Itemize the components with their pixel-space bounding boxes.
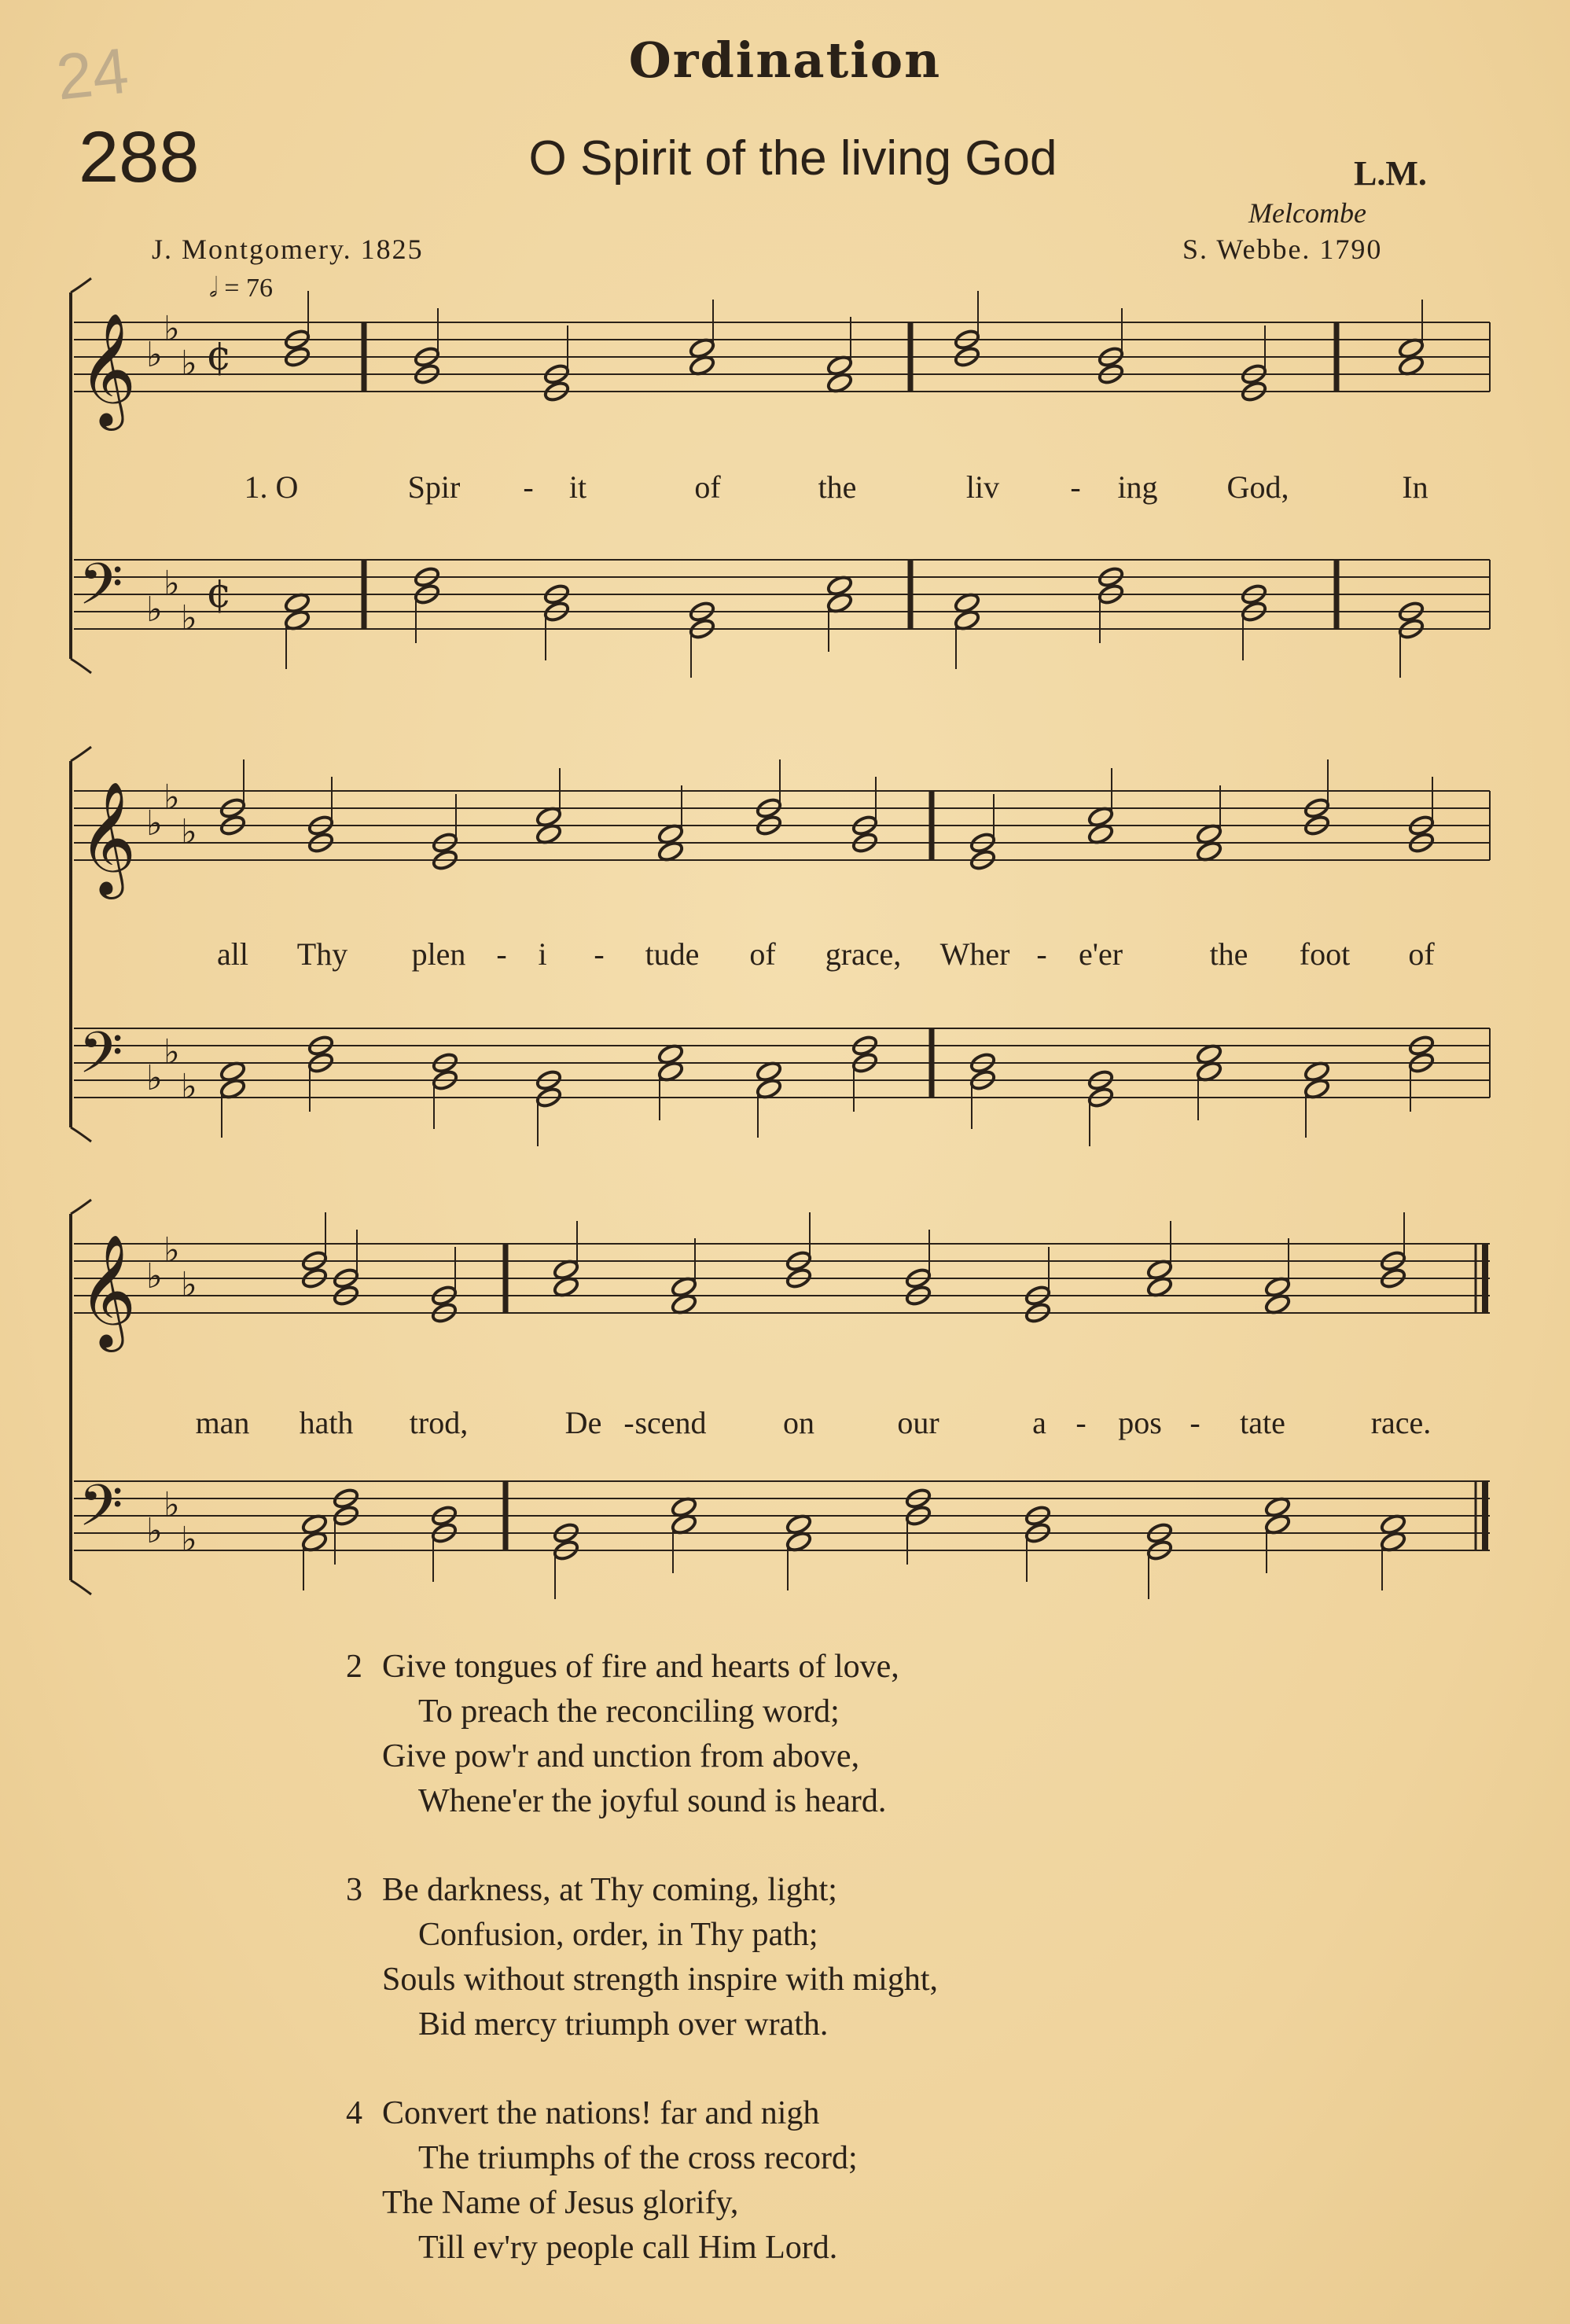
- flat-icon: ♭: [181, 1067, 197, 1107]
- bracket-bottom-hook: [71, 659, 91, 673]
- tempo-marking: 𝅗𝅥 = 76: [209, 274, 273, 303]
- flat-icon: ♭: [164, 1485, 180, 1525]
- lyric-syllable: plen: [411, 936, 466, 972]
- lyric-syllable: foot: [1299, 936, 1351, 972]
- lyric-syllable: -: [1070, 469, 1081, 505]
- verse-line: The triumphs of the cross record;: [418, 2140, 858, 2176]
- flat-icon: ♭: [146, 590, 163, 630]
- lyric-syllable: Wher: [939, 936, 1010, 972]
- lyric-syllable: grace,: [825, 936, 902, 972]
- verse-line: Souls without strength inspire with might,: [382, 1962, 939, 1998]
- lyric-syllable: e'er: [1078, 936, 1123, 972]
- lyric-syllable: man: [195, 1405, 250, 1440]
- bracket-bottom-hook: [71, 1127, 91, 1142]
- lyric-syllable: on: [783, 1405, 814, 1440]
- author-credit: J. Montgomery. 1825: [152, 234, 424, 265]
- verse-line: The Name of Jesus glorify,: [382, 2185, 739, 2221]
- pencil-annotation: 24: [53, 35, 132, 114]
- lyric-syllable: hath: [299, 1405, 354, 1440]
- verse: [346, 1645, 938, 1824]
- flat-icon: ♭: [164, 1032, 180, 1072]
- flat-icon: ♭: [164, 778, 180, 818]
- lyric-syllable: -: [1189, 1405, 1200, 1440]
- flat-icon: ♭: [146, 335, 163, 375]
- lyric-syllable: scend: [634, 1405, 707, 1440]
- meter-label: L.M.: [1354, 154, 1427, 193]
- bracket-bottom-hook: [71, 1580, 91, 1594]
- tune-name: Melcombe: [1248, 197, 1366, 229]
- lyric-syllable: Thy: [296, 936, 348, 972]
- lyric-syllable: Spir: [407, 469, 461, 505]
- lyric-syllable: trod,: [409, 1405, 469, 1440]
- bass-clef-icon: 𝄢: [79, 1472, 123, 1553]
- flat-icon: ♭: [146, 1511, 163, 1551]
- verse-number: 2: [346, 1649, 362, 1685]
- hymn-title: O Spirit of the living God: [528, 131, 1057, 186]
- section-title: Ordination: [628, 31, 942, 89]
- flat-icon: ♭: [181, 812, 197, 852]
- verse-number: 3: [346, 1872, 362, 1908]
- verse-line: Bid mercy triumph over wrath.: [418, 2006, 829, 2043]
- flat-icon: ♭: [181, 598, 197, 638]
- lyric-syllable: God,: [1226, 469, 1289, 505]
- lyric-syllable: -: [623, 1405, 634, 1440]
- lyric-syllable: -: [523, 469, 534, 505]
- lyric-syllable: tude: [645, 936, 700, 972]
- lyric-syllable: a: [1032, 1405, 1046, 1440]
- time-signature: ¢: [206, 570, 233, 617]
- lyric-syllable: all: [217, 936, 248, 972]
- verse-line: 4 Convert the nations! far and nigh: [346, 2091, 938, 2136]
- verse-line: Whene'er the joyful sound is heard.: [418, 1783, 887, 1819]
- verse-line: To preach the reconciling word;: [418, 1693, 840, 1730]
- flat-icon: ♭: [146, 803, 163, 844]
- verses-block: [346, 1645, 938, 2315]
- hymn-number: 288: [79, 117, 200, 197]
- lyric-syllable: of: [694, 469, 721, 505]
- verse-line: Confusion, order, in Thy path;: [418, 1917, 818, 1953]
- lyric-syllable: -: [496, 936, 507, 972]
- verse-line: 2 Give tongues of fire and hearts of love,: [346, 1645, 938, 1690]
- lyric-syllable: tate: [1240, 1405, 1285, 1440]
- flat-icon: ♭: [181, 1265, 197, 1305]
- composer-credit: S. Webbe. 1790: [1182, 234, 1383, 265]
- flat-icon: ♭: [181, 1520, 197, 1560]
- flat-icon: ♭: [164, 564, 180, 604]
- lyric-syllable: i: [538, 936, 547, 972]
- bracket-top-hook: [71, 747, 91, 761]
- lyric-syllable: race.: [1370, 1405, 1432, 1440]
- bracket-top-hook: [71, 278, 91, 292]
- lyric-syllable: -: [1075, 1405, 1086, 1440]
- flat-icon: ♭: [146, 1058, 163, 1098]
- time-signature: ¢: [206, 333, 233, 380]
- verse: [346, 2091, 938, 2271]
- lyric-syllable: of: [1408, 936, 1435, 972]
- lyric-syllable: ing: [1117, 469, 1158, 505]
- lyric-syllable: the: [818, 469, 857, 505]
- verse: [346, 1868, 938, 2047]
- lyric-syllable: -: [1036, 936, 1047, 972]
- lyric-syllable: liv: [965, 469, 1000, 505]
- treble-clef-icon: 𝄞: [79, 781, 137, 895]
- lyric-syllable: it: [568, 469, 587, 505]
- lyric-syllable: In: [1402, 469, 1428, 505]
- lyric-syllable: of: [749, 936, 776, 972]
- lyric-syllable: the: [1209, 936, 1248, 972]
- lyric-syllable: pos: [1118, 1405, 1162, 1440]
- flat-icon: ♭: [181, 344, 197, 384]
- bracket-top-hook: [71, 1200, 91, 1214]
- flat-icon: ♭: [146, 1256, 163, 1296]
- verse-line: 3 Be darkness, at Thy coming, light;: [346, 1868, 938, 1913]
- verse-line: Till ev'ry people call Him Lord.: [418, 2230, 838, 2266]
- verse-line: Give pow'r and unction from above,: [382, 1738, 860, 1774]
- treble-clef-icon: 𝄞: [79, 313, 137, 426]
- flat-icon: ♭: [164, 1230, 180, 1270]
- bass-clef-icon: 𝄢: [79, 550, 123, 631]
- lyric-syllable: 1. O: [244, 469, 299, 505]
- lyric-syllable: -: [594, 936, 605, 972]
- flat-icon: ♭: [164, 309, 180, 349]
- treble-clef-icon: 𝄞: [79, 1234, 137, 1348]
- bass-clef-icon: 𝄢: [79, 1019, 123, 1100]
- lyric-syllable: De: [564, 1405, 602, 1440]
- verse-number: 4: [346, 2095, 362, 2131]
- lyric-syllable: our: [897, 1405, 939, 1440]
